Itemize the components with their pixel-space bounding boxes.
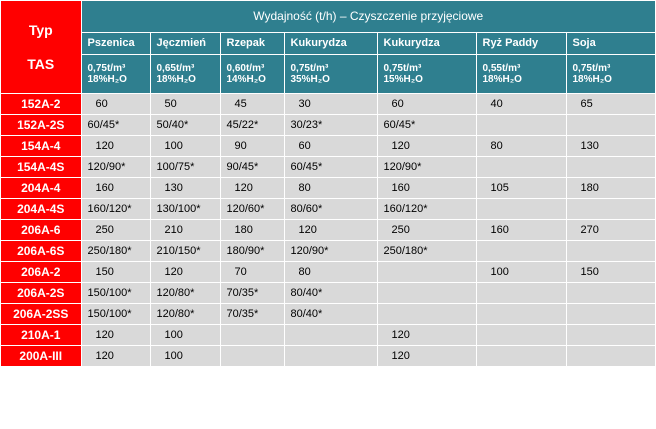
table-cell: 150/100* [81, 282, 150, 303]
table-cell: 160 [476, 219, 566, 240]
table-cell: 100 [150, 345, 220, 366]
density-label: 0,75t/m³ [87, 62, 126, 74]
table-cell: 45/22* [220, 114, 284, 135]
table-cell [476, 240, 566, 261]
column-header-spec [284, 54, 377, 93]
table-title: Wydajność (t/h) – Czyszczenie przyjęciowe [81, 1, 655, 32]
table-row [1, 156, 655, 177]
table-cell [566, 156, 655, 177]
table-cell: 80/60* [284, 198, 377, 219]
column-header-grain: Jęczmień [150, 32, 220, 54]
moisture-label: 18%H₂O [482, 73, 522, 85]
density-label: 0,60t/m³ [226, 62, 265, 74]
row-typ-label: 206A-2 [1, 261, 81, 282]
table-cell [284, 345, 377, 366]
table-cell: 80 [476, 135, 566, 156]
table-cell: 120 [220, 177, 284, 198]
table-cell: 80/40* [284, 282, 377, 303]
table-cell: 120/80* [150, 303, 220, 324]
table-cell [284, 324, 377, 345]
table-cell [220, 345, 284, 366]
column-header-spec [81, 54, 150, 93]
table-cell: 120 [377, 135, 476, 156]
table-cell [377, 282, 476, 303]
table-cell: 130 [566, 135, 655, 156]
table-cell: 130/100* [150, 198, 220, 219]
table-cell: 50 [150, 93, 220, 114]
table-cell: 120/90* [284, 240, 377, 261]
table-row [1, 93, 655, 114]
table-cell: 120/60* [220, 198, 284, 219]
column-header-grain: Soja [566, 32, 655, 54]
table-cell: 40 [476, 93, 566, 114]
row-typ-label: 152A-2 [1, 93, 81, 114]
table-cell: 150 [566, 261, 655, 282]
table-cell: 60/45* [81, 114, 150, 135]
table-cell [476, 345, 566, 366]
row-typ-label: 206A-2SS [1, 303, 81, 324]
table-cell: 150 [81, 261, 150, 282]
density-label: 0,55t/m³ [482, 62, 521, 74]
column-header-grain: Rzepak [220, 32, 284, 54]
table-row [1, 324, 655, 345]
row-typ-label: 206A-6 [1, 219, 81, 240]
row-typ-label: 154A-4S [1, 156, 81, 177]
table-cell [476, 282, 566, 303]
table-cell [476, 324, 566, 345]
table-cell: 60/45* [284, 156, 377, 177]
moisture-label: 18%H₂O [572, 73, 612, 85]
column-header-spec [377, 54, 476, 93]
table-cell [476, 303, 566, 324]
table-row [1, 135, 655, 156]
table-cell [566, 324, 655, 345]
table-cell: 100 [150, 135, 220, 156]
table-cell: 100 [476, 261, 566, 282]
table-cell: 120 [81, 324, 150, 345]
capacity-table [1, 1, 655, 366]
table-cell [377, 261, 476, 282]
density-label: 0,75t/m³ [572, 62, 611, 74]
table-cell: 70/35* [220, 282, 284, 303]
table-cell: 30/23* [284, 114, 377, 135]
table-cell: 270 [566, 219, 655, 240]
moisture-label: 18%H₂O [87, 73, 127, 85]
table-cell [566, 114, 655, 135]
table-cell: 150/100* [81, 303, 150, 324]
table-cell: 160/120* [377, 198, 476, 219]
table-row [1, 219, 655, 240]
table-cell: 70/35* [220, 303, 284, 324]
row-typ-label: 154A-4 [1, 135, 81, 156]
column-header-grain: Kukurydza [377, 32, 476, 54]
table-row [1, 303, 655, 324]
table-cell: 120 [377, 345, 476, 366]
table-cell: 105 [476, 177, 566, 198]
table-cell: 100/75* [150, 156, 220, 177]
table-cell: 120/90* [81, 156, 150, 177]
table-cell: 80 [284, 177, 377, 198]
table-cell: 80 [284, 261, 377, 282]
table-cell: 60 [284, 135, 377, 156]
table-cell: 120 [284, 219, 377, 240]
row-typ-label: 206A-6S [1, 240, 81, 261]
density-label: 0,75t/m³ [383, 62, 422, 74]
table-cell [476, 114, 566, 135]
table-cell: 160 [377, 177, 476, 198]
table-cell: 130 [150, 177, 220, 198]
table-row [1, 198, 655, 219]
table-cell: 60 [81, 93, 150, 114]
row-typ-label: 206A-2S [1, 282, 81, 303]
table-cell: 250/180* [377, 240, 476, 261]
table-cell [566, 282, 655, 303]
table-cell [566, 198, 655, 219]
table-cell: 210 [150, 219, 220, 240]
table-cell: 210/150* [150, 240, 220, 261]
table-cell: 100 [150, 324, 220, 345]
table-cell: 70 [220, 261, 284, 282]
table-cell: 60/45* [377, 114, 476, 135]
table-cell: 120 [377, 324, 476, 345]
table-cell: 180 [220, 219, 284, 240]
table-cell: 120/80* [150, 282, 220, 303]
table-cell [476, 198, 566, 219]
moisture-label: 35%H₂O [290, 73, 330, 85]
typ-header-line1: Typ [28, 21, 53, 38]
typ-header-line2: TAS [27, 55, 55, 72]
table-cell: 80/40* [284, 303, 377, 324]
typ-header [1, 1, 81, 93]
table-cell [220, 324, 284, 345]
table-cell [566, 240, 655, 261]
table-cell: 160/120* [81, 198, 150, 219]
density-label: 0,75t/m³ [290, 62, 329, 74]
table-cell: 120/90* [377, 156, 476, 177]
table-row [1, 114, 655, 135]
column-header-spec [566, 54, 655, 93]
table-cell: 120 [150, 261, 220, 282]
table-cell: 30 [284, 93, 377, 114]
column-header-grain: Pszenica [81, 32, 150, 54]
column-header-grain: Ryż Paddy [476, 32, 566, 54]
table-cell: 120 [81, 345, 150, 366]
table-row [1, 240, 655, 261]
row-typ-label: 204A-4 [1, 177, 81, 198]
row-typ-label: 200A-III [1, 345, 81, 366]
density-label: 0,65t/m³ [156, 62, 195, 74]
moisture-label: 14%H₂O [226, 73, 266, 85]
column-header-spec [476, 54, 566, 93]
column-header-spec [150, 54, 220, 93]
column-header-spec [220, 54, 284, 93]
table-cell: 250 [377, 219, 476, 240]
table-cell [476, 156, 566, 177]
table-row [1, 177, 655, 198]
row-typ-label: 152A-2S [1, 114, 81, 135]
table-cell: 90 [220, 135, 284, 156]
row-typ-label: 204A-4S [1, 198, 81, 219]
table-cell: 180/90* [220, 240, 284, 261]
column-header-grain: Kukurydza [284, 32, 377, 54]
table-cell [566, 303, 655, 324]
table-cell: 120 [81, 135, 150, 156]
table-row [1, 345, 655, 366]
row-typ-label: 210A-1 [1, 324, 81, 345]
table-cell: 90/45* [220, 156, 284, 177]
table-cell: 180 [566, 177, 655, 198]
table-cell: 60 [377, 93, 476, 114]
table-cell: 250/180* [81, 240, 150, 261]
moisture-label: 15%H₂O [383, 73, 423, 85]
table-cell: 45 [220, 93, 284, 114]
table-cell: 50/40* [150, 114, 220, 135]
table-cell [377, 303, 476, 324]
table-cell [566, 345, 655, 366]
table-cell: 160 [81, 177, 150, 198]
table-cell: 65 [566, 93, 655, 114]
table-row [1, 282, 655, 303]
table-row [1, 261, 655, 282]
moisture-label: 18%H₂O [156, 73, 196, 85]
table-cell: 250 [81, 219, 150, 240]
